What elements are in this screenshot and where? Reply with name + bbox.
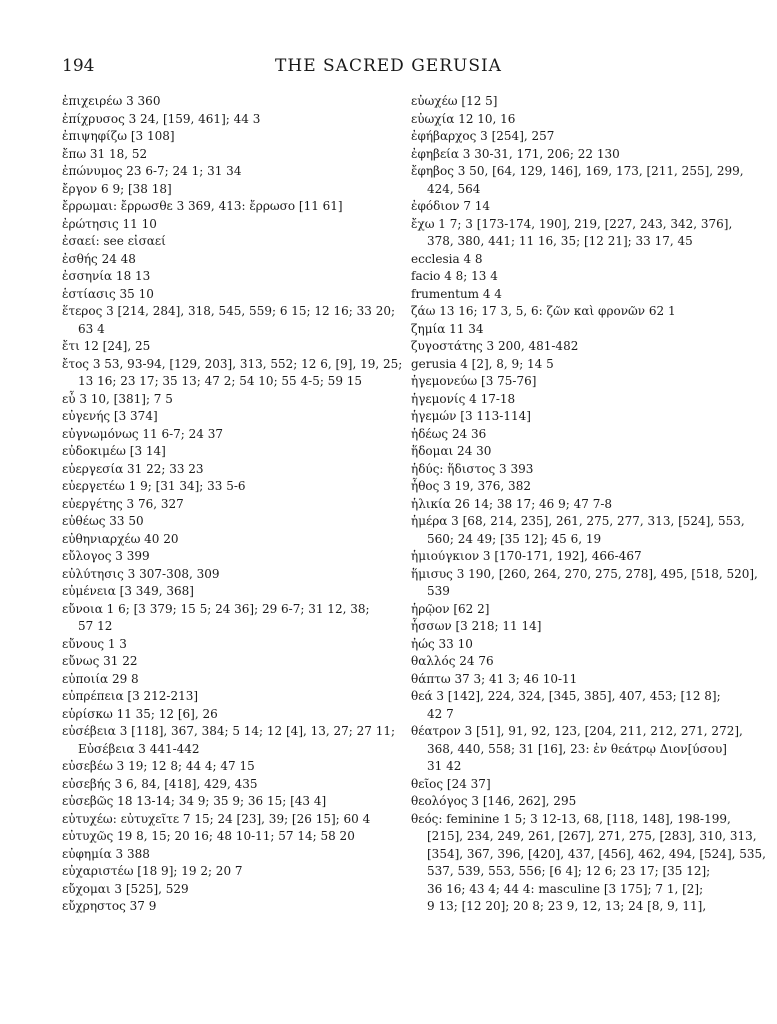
- index-entry: ἐσαεί: see εἰσαεί: [62, 234, 166, 248]
- index-entry: θεά 3 [142], 224, 324, [345, 385], 407, 453; [12 8];: [411, 689, 721, 703]
- index-entry: εὔνως 31 22: [62, 654, 138, 668]
- index-entry: εὔχομαι 3 [525], 529: [62, 881, 189, 896]
- index-entry: εὐεργεσία 31 22; 33 23: [62, 461, 204, 476]
- index-entry: εὐθηνιαρχέω 40 20: [62, 531, 179, 546]
- index-entry: εὐτυχέω: εὐτυχεῖτε 7 15; 24 [23], 39; [26 15]; 60 4: [62, 811, 371, 826]
- index-entry: εὐσεβέω 3 19; 12 8; 44 4; 47 15: [62, 759, 255, 773]
- index-entry: 368, 440, 558; 31 [16], 23: ἐν θεάτρῳ Διον[ύσου]: [427, 741, 727, 756]
- index-entry: facio 4 8; 13 4: [411, 269, 498, 283]
- index-column-left: [62, 93, 403, 916]
- index-entry: ἐπώνυμος 23 6-7; 24 1; 31 34: [62, 164, 242, 178]
- index-entry: ἡγεμονίς 4 17-18: [411, 391, 516, 406]
- index-entry: ἔχω 1 7; 3 [173-174, 190], 219, [227, 243, 342, 376],: [411, 216, 733, 231]
- index-entry: εὐγνωμόνως 11 6-7; 24 37: [62, 426, 224, 441]
- index-entry: εὔλογος 3 399: [62, 549, 150, 563]
- index-entry: 537, 539, 553, 556; [6 4]; 12 6; 23 17; [35 12];: [427, 864, 711, 878]
- index-entry: ἥμισυς 3 190, [260, 264, 270, 275, 278], 495, [518, 520],: [411, 566, 758, 581]
- index-entry: εὐχαριστέω [18 9]; 19 2; 20 7: [62, 864, 243, 878]
- index-entry: ἔρρωμαι: ἔρρωσθε 3 369, 413: ἔρρωσο [11 61]: [62, 199, 343, 213]
- index-entry: ἧσσων [3 218; 11 14]: [411, 619, 542, 633]
- index-entry: ἥδομαι 24 30: [411, 444, 492, 458]
- index-entry: εὐπρέπεια [3 212-213]: [62, 689, 199, 703]
- index-entry: εὐποιία 29 8: [62, 671, 139, 686]
- index-entry: ἐφηβεία 3 30-31, 171, 206; 22 130: [411, 146, 620, 161]
- index-entry: 560; 24 49; [35 12]; 45 6, 19: [427, 531, 602, 546]
- index-entry: ἔπω 31 18, 52: [62, 146, 148, 161]
- index-entry: 42 7: [427, 706, 454, 721]
- index-entry: εὐμένεια [3 349, 368]: [62, 584, 194, 598]
- index-entry: εὑρίσκω 11 35; 12 [6], 26: [62, 706, 218, 721]
- index-entry: ἐσθής 24 48: [62, 251, 136, 266]
- index-entry: ἐφήβαρχος 3 [254], 257: [411, 129, 555, 143]
- index-entry: Εὐσέβεια 3 441-442: [78, 741, 200, 756]
- index-entry: ἑστίασις 35 10: [62, 286, 154, 301]
- index-entry: gerusia 4 [2], 8, 9; 14 5: [411, 356, 554, 371]
- index-entry: εὔνοια 1 6; [3 379; 15 5; 24 36]; 29 6-7; 31 12, 38;: [62, 601, 370, 616]
- index-entry: ecclesia 4 8: [411, 251, 483, 266]
- index-entry: 539: [427, 584, 450, 598]
- index-entry: ἐπίχρυσος 3 24, [159, 461]; 44 3: [62, 111, 261, 126]
- index-entry: ἡλικία 26 14; 38 17; 46 9; 47 7-8: [411, 496, 613, 511]
- index-entry: θεολόγος 3 [146, 262], 295: [411, 794, 577, 808]
- index-entry: ἡδύς: ἥδιστος 3 393: [411, 461, 534, 476]
- index-entry: ἡρῷον [62 2]: [411, 601, 490, 616]
- index-entry: ἡγεμών [3 113-114]: [411, 409, 531, 423]
- index-entry: ἦθος 3 19, 376, 382: [411, 479, 531, 493]
- index-entry: ἔργον 6 9; [38 18]: [62, 181, 172, 196]
- index-entry: ζημία 11 34: [411, 321, 484, 336]
- index-entry: εὐσεβῶς 18 13-14; 34 9; 35 9; 36 15; [43 4]: [62, 794, 327, 808]
- index-entry: εὐσεβής 3 6, 84, [418], 429, 435: [62, 776, 258, 791]
- index-entry: ἐσσηνία 18 13: [62, 269, 151, 283]
- index-entry: 424, 564: [427, 181, 481, 196]
- index-entry: εὐλύτησις 3 307-308, 309: [62, 566, 220, 581]
- index-entry: εὐτυχῶς 19 8, 15; 20 16; 48 10-11; 57 14; 58 20: [62, 829, 355, 843]
- index-entry: 378, 380, 441; 11 16, 35; [12 21]; 33 17, 45: [427, 234, 693, 248]
- index-entry: ἔτος 3 53, 93-94, [129, 203], 313, 552; 12 6, [9], 19, 25;: [62, 356, 403, 371]
- index-entry: ἡγεμονεύω [3 75-76]: [411, 374, 537, 388]
- index-entry: ἐφόδιον 7 14: [411, 199, 491, 213]
- index-entry: 63 4: [78, 321, 105, 336]
- index-entry: 13 16; 23 17; 35 13; 47 2; 54 10; 55 4-5; 59 15: [78, 374, 363, 388]
- index-entry: ἕτερος 3 [214, 284], 318, 545, 559; 6 15; 12 16; 33 20;: [62, 304, 395, 318]
- index-entry: εὐεργέτης 3 76, 327: [62, 496, 184, 511]
- page-header: [62, 56, 715, 82]
- index-entry: ἠώς 33 10: [411, 636, 473, 651]
- index-entry: ἡμέρα 3 [68, 214, 235], 261, 275, 277, 313, [524], 553,: [411, 514, 745, 528]
- index-entry: θάπτω 37 3; 41 3; 46 10-11: [411, 671, 578, 686]
- index-entry: 9 13; [12 20]; 20 8; 23 9, 12, 13; 24 [8, 9, 11],: [427, 899, 707, 913]
- index-column-right: [411, 93, 766, 916]
- index-entry: εὐωχέω [12 5]: [411, 94, 498, 108]
- page-number: 194: [62, 56, 95, 76]
- index-entry: ἐπιψηφίζω [3 108]: [62, 129, 175, 143]
- index-entry: θέατρον 3 [51], 91, 92, 123, [204, 211, 212, 271, 272],: [411, 724, 743, 738]
- index-entry: εὐσέβεια 3 [118], 367, 384; 5 14; 12 [4], 13, 27; 27 11;: [62, 724, 396, 738]
- index-entry: θεός: feminine 1 5; 3 12-13, 68, [118, 148], 198-199,: [411, 811, 731, 826]
- index-entry: ἔφηβος 3 50, [64, 129, 146], 169, 173, [211, 255], 299,: [411, 164, 744, 178]
- index-entry: εὔνους 1 3: [62, 636, 127, 651]
- index-entry: εὖ 3 10, [381]; 7 5: [62, 391, 173, 406]
- index-entry: εὐθέως 33 50: [62, 514, 144, 528]
- index-entry: εὐεργετέω 1 9; [31 34]; 33 5-6: [62, 479, 246, 493]
- index-entry: εὔχρηστος 37 9: [62, 899, 157, 913]
- index-entry: ἡμιούγκιον 3 [170-171, 192], 466-467: [411, 549, 642, 563]
- index-entry: ἔτι 12 [24], 25: [62, 339, 151, 353]
- index-entry: θεῖος [24 37]: [411, 776, 491, 791]
- index-entry: ἐπιχειρέω 3 360: [62, 94, 161, 108]
- index-entry: 57 12: [78, 619, 113, 633]
- index-entry: [215], 234, 249, 261, [267], 271, 275, [283], 310, 313,: [427, 829, 757, 843]
- index-entry: ἐρώτησις 11 10: [62, 216, 157, 231]
- index-entry: θαλλός 24 76: [411, 654, 494, 668]
- index-entry: 31 42: [427, 759, 462, 773]
- index-entry: εὐγενής [3 374]: [62, 409, 158, 423]
- index-entry: ἡδέως 24 36: [411, 426, 487, 441]
- running-title: THE SACRED GERUSIA: [275, 56, 502, 76]
- index-entry: εὐδοκιμέω [3 14]: [62, 444, 166, 458]
- index-entry: εὐωχία 12 10, 16: [411, 111, 516, 126]
- index-entry: εὐφημία 3 388: [62, 846, 150, 861]
- index-entry: 36 16; 43 4; 44 4: masculine [3 175]; 7 1, [2];: [427, 881, 704, 896]
- index-entry: frumentum 4 4: [411, 286, 502, 301]
- index-entry: ζυγοστάτης 3 200, 481-482: [411, 339, 579, 353]
- index-entry: [354], 367, 396, [420], 437, [456], 462, 494, [524], 535,: [427, 846, 766, 861]
- index-entry: ζάω 13 16; 17 3, 5, 6: ζῶν καὶ φρονῶν 62 1: [411, 304, 676, 318]
